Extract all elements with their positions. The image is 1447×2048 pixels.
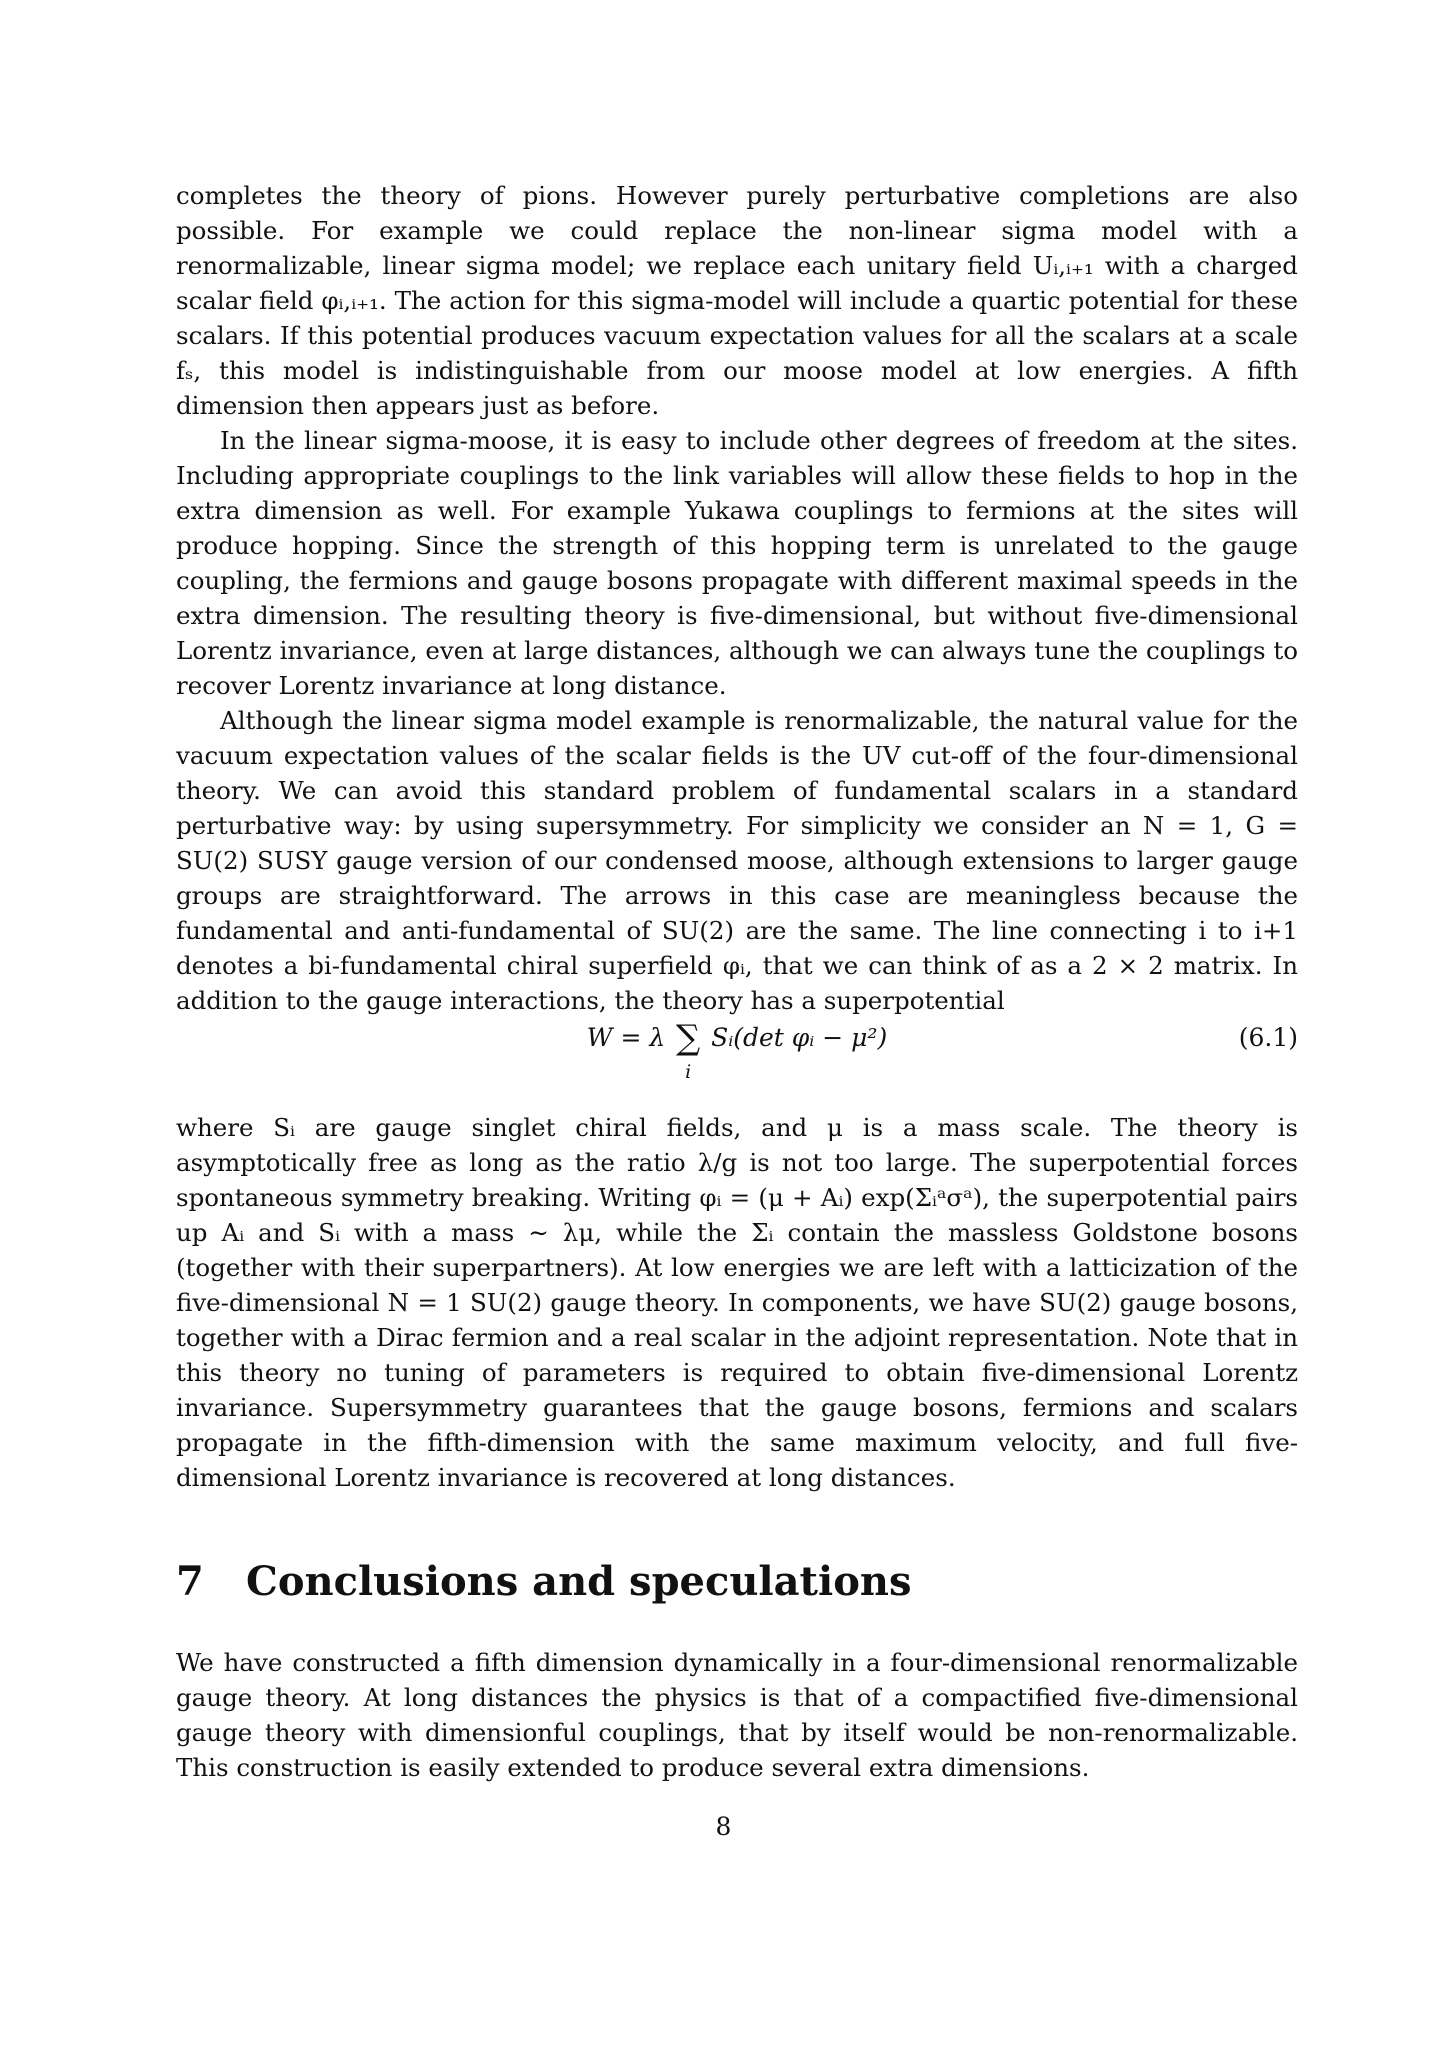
equation-lhs: W = λ bbox=[586, 1023, 666, 1052]
page-number: 8 bbox=[715, 1812, 732, 1841]
paragraph-conclusions: We have constructed a fifth dimension dynamically in a four-dimensional renormalizable gauge theory. At long distances the physics is that of a compactified five-dimensional gauge theory with dimensionful couplings, that by itself would be non-renormalizable. This construction is easily extended to produce several extra dimensions. bbox=[176, 1648, 1298, 1782]
equation-body bbox=[176, 1018, 1298, 1083]
paragraph-linear-sigma-moose: In the linear sigma-moose, it is easy to include other degrees of freedom at the sites. Including appropriate couplings to the link variables will allow these fields to hop in the extra dimension as well. For example Yukawa couplings to fermions at the sites will produce hopping. Since the strength of this hopping term is unrelated to the gauge coupling, the fermions and gauge bosons propagate with different maximal speeds in the extra dimension. The resulting theory is five-dimensional, but without five-dimensional Lorentz invariance, even at large distances, although we can always tune the couplings to recover Lorentz invariance at long distance. bbox=[176, 426, 1298, 700]
section-heading bbox=[176, 1557, 1298, 1607]
equation-rhs: Sᵢ(det φᵢ − μ²) bbox=[711, 1023, 888, 1052]
paragraph-superpotential: where Sᵢ are gauge singlet chiral fields, and μ is a mass scale. The theory is asymptotically free as long as the ratio λ/g is not too large. The superpotential forces spontaneous symmetry breaking. Writing φᵢ = (μ + Aᵢ) exp(Σᵢᵃσᵃ), the superpotential pairs up Aᵢ and Sᵢ with a mass ∼ λμ, while the Σᵢ contain the massless Goldstone bosons (together with their superpartners). At low energies we are left with a latticization of the five-dimensional N = 1 SU(2) gauge theory. In components, we have SU(2) gauge bosons, together with a Dirac fermion and a real scalar in the adjoint representation. Note that in this theory no tuning of parameters is required to obtain five-dimensional Lorentz invariance. Supersymmetry guarantees that the gauge bosons, fermions and scalars propagate in the fifth-dimension with the same maximum velocity, and full five-dimensional Lorentz invariance is recovered at long distances. bbox=[176, 1113, 1298, 1492]
equation-number: (6.1) bbox=[1238, 1023, 1298, 1052]
summation-symbol: ∑ bbox=[676, 1018, 701, 1058]
equation-6-1 bbox=[176, 1018, 1298, 1110]
summation bbox=[673, 1018, 703, 1083]
summation-index: i bbox=[685, 1061, 692, 1083]
page-body bbox=[176, 178, 1298, 1785]
paragraph-sigma-model: completes the theory of pions. However purely perturbative completions are also possible. For example we could replace the non-linear sigma model with a renormalizable, linear sigma model; we replace each unitary field Uᵢ,ᵢ₊₁ with a charged scalar field φᵢ,ᵢ₊₁. The action for this sigma-model will include a quartic potential for these scalars. If this potential produces vacuum expectation values for all the scalars at a scale fₛ, this model is indistinguishable from our moose model at low energies. A fifth dimension then appears just as before. bbox=[176, 181, 1298, 420]
section-title: Conclusions and speculations bbox=[246, 1558, 912, 1605]
section-number: 7 bbox=[176, 1558, 204, 1605]
paragraph-supersymmetry: Although the linear sigma model example is renormalizable, the natural value for the vacuum expectation values of the scalar fields is the UV cut-off of the four-dimensional theory. We can avoid this standard problem of fundamental scalars in a standard perturbative way: by using supersymmetry. For simplicity we consider an N = 1, G = SU(2) SUSY gauge version of our condensed moose, although extensions to larger gauge groups are straightforward. The arrows in this case are meaningless because the fundamental and anti-fundamental of SU(2) are the same. The line connecting i to i+1 denotes a bi-fundamental chiral superfield φᵢ, that we can think of as a 2 × 2 matrix. In addition to the gauge interactions, the theory has a superpotential bbox=[176, 706, 1298, 1015]
